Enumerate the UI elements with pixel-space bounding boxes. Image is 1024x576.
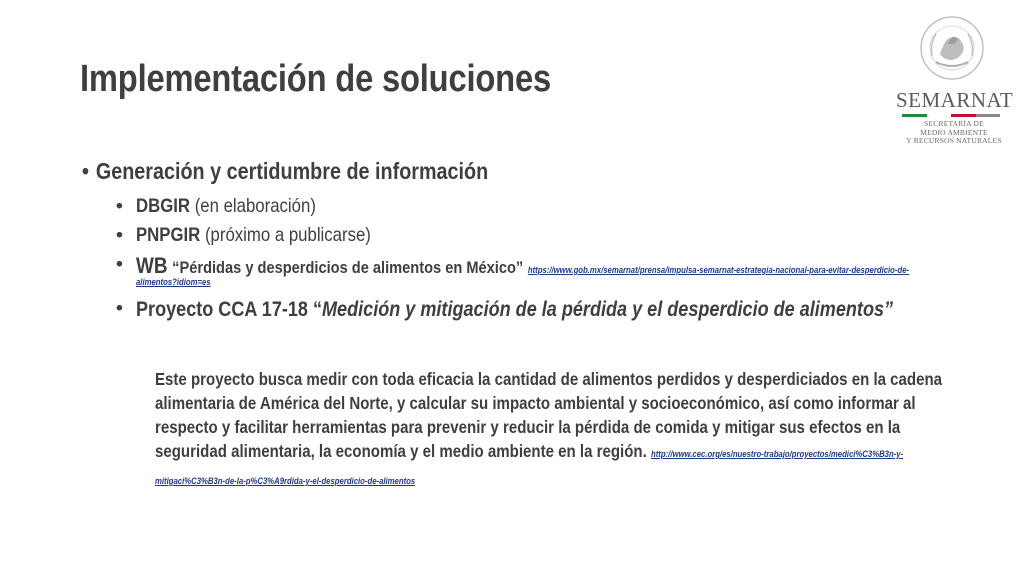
wb-link-continuation[interactable]: alimentos?idiom=es <box>136 277 211 287</box>
rule-white <box>927 114 952 117</box>
bullet-icon: • <box>116 253 123 275</box>
bullet-wb <box>82 253 952 291</box>
slide-body <box>82 158 952 328</box>
rule-red <box>951 114 976 117</box>
cec-link[interactable]: http://www.cec.org/es/nuestro-trabajo/proyectos/medici%C3%B3n-y-mitigaci%C3%B3n-de-la-p%C3%A9rdida-y-el-desperdicio-de-alimentos <box>155 449 904 486</box>
project-description-text: Este proyecto busca medir con toda eficacia la cantidad de alimentos perdidos y desperdiciados en la cadena alimentaria de América del Norte, y calcular su impacto ambiental y socioeconómico, así como informar al respecto y facilitar herramientas para prevenir y reducir la pérdida de comida y mitigar sus efectos en la seguridad alimentaria, la economía y el medio ambiente en la región. <box>155 369 943 461</box>
wb-text: “Pérdidas y desperdicios de alimentos en México” <box>172 258 524 277</box>
dbgir-label: DBGIR <box>136 195 191 217</box>
logo-color-rule <box>902 114 1000 117</box>
rule-green <box>902 114 927 117</box>
semarnat-subtitle <box>898 120 1010 146</box>
pnpgir-note: (próximo a publicarse) <box>204 224 371 246</box>
wb-link[interactable]: https://www.gob.mx/semarnat/prensa/impulsa-semarnat-estrategia-nacional-para-evitar-desperdicio-de- <box>527 265 910 275</box>
semarnat-subtitle-line-1: SECRETARÍA DE <box>924 119 984 128</box>
slide-title: Implementación de soluciones <box>80 58 551 100</box>
dbgir-note: (en elaboración) <box>194 195 316 217</box>
bullet-icon: • <box>116 195 123 217</box>
semarnat-logo <box>888 14 1018 144</box>
semarnat-wordmark: SEMARNAT <box>896 88 1014 112</box>
cca-prefix: Proyecto CCA 17-18 “ <box>136 298 323 321</box>
rule-gray <box>976 114 1001 117</box>
bullet-icon: • <box>116 297 123 319</box>
bullet-icon: • <box>82 158 89 184</box>
semarnat-subtitle-line-3: Y RECURSOS NATURALES <box>906 136 1002 145</box>
bullet-dbgir <box>82 195 952 218</box>
bullet-generacion <box>82 158 830 185</box>
bullet-generacion-text: Generación y certidumbre de información <box>95 158 489 184</box>
pnpgir-label: PNPGIR <box>136 224 201 246</box>
mexico-seal-icon <box>918 14 986 82</box>
bullet-pnpgir <box>82 224 952 247</box>
bullet-cca <box>82 297 952 322</box>
bullet-icon: • <box>116 224 123 246</box>
project-description <box>155 367 945 493</box>
cca-title: Medición y mitigación de la pérdida y el desperdicio de alimentos” <box>322 298 894 321</box>
wb-label: WB <box>136 253 168 278</box>
semarnat-subtitle-line-2: MEDIO AMBIENTE <box>920 127 988 137</box>
